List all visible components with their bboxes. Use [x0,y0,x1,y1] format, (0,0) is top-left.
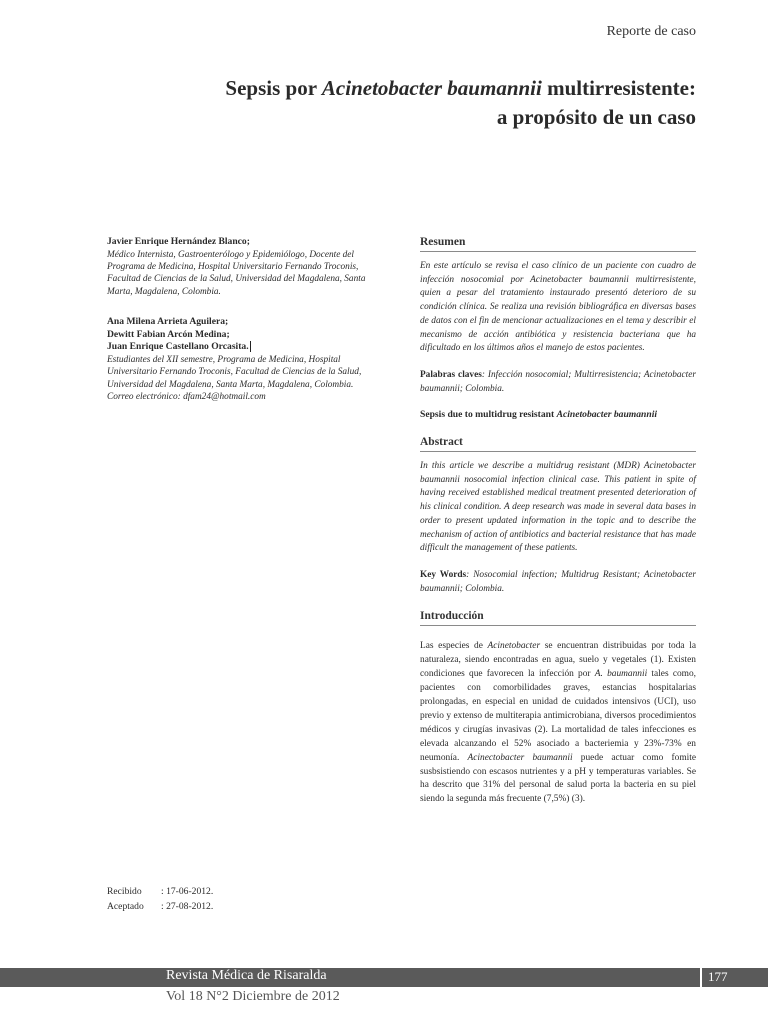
affiliation-line: Médico Internista, Gastroenterólogo y Epidemiólogo, Docente del [107,249,355,260]
affiliation-line: Programa de Medicina, Hospital Universitario Fernando Troconis, [107,262,359,272]
dates-block [107,884,213,914]
author-1-affiliation [107,249,383,299]
abstract-heading: Abstract [420,436,696,452]
intro-italic: Acinectobacter baumannii [467,752,573,763]
title-suffix: multirresistente: [541,76,696,100]
keywords-text: : Nosocomial infection; Multidrug Resistant; Acinetobacter baumannii; Colombia. [420,569,696,594]
english-title [420,408,696,422]
affiliation-line: Facultad de Ciencias de la Salud, Universidad del Magdalena, Santa [107,274,366,285]
english-title-organism: Acinetobacter baumannii [556,409,658,421]
accepted-date [107,899,213,914]
received-value: : 17-06-2012. [161,886,214,897]
accepted-value: : 27-08-2012. [161,901,214,912]
affiliation-line: Estudiantes del XII semestre, Programa de Medicina, Hospital [107,355,341,365]
resumen-heading: Resumen [420,236,696,252]
introduccion-body [420,640,696,807]
report-type: Reporte de caso [606,24,696,39]
right-column [420,236,696,807]
intro-text: tales como, pacientes con comorbilidades graves, estancias hospitalarias prolongadas, en especial en unidad de cuidados intensivos (UCI), uso previo y extenso de multiterapia antimicrobiana, diversos procedimientos médicos y cirugías invasivas (2). La mortalidad de tales infecciones es elevada alcanzando el 52% asociado a bacteriemia y 23%-73% en neumonía. [420,669,696,763]
affiliation-line: Universidad del Magdalena, Santa Marta, Magdalena, Colombia. [107,379,354,390]
title-prefix: Sepsis por [225,76,322,100]
received-date [107,884,213,899]
author-1-name: Javier Enrique Hernández Blanco; [107,236,250,247]
resumen-body: En este artículo se revisa el caso clínico de un paciente con cuadro de infección nosocomial por Acinetobacter baumannii multirresistente, quien a pesar del tratamiento instaurado presentó deterioro de su condición clínica. Se realiza una revisión bibliográfica en diversas bases de datos con el fin de mencionar actualizaciones en el tema y describir el mecanismo de acción antibiótica y resistencia bacteriana que ha dificultado en los últimos años el manejo de estos pacientes. [420,261,696,354]
resumen-keywords [420,369,696,396]
title-organism: Acinetobacter baumannii [321,76,542,100]
abstract-keywords [420,569,696,596]
page-number: 177 [708,969,728,984]
author-4-text: Juan Enrique Castellano Orcasita. [107,341,249,353]
introduccion-heading: Introducción [420,610,696,626]
keywords-label: Key Words [420,569,467,580]
journal-name: Revista Médica de Risaralda [166,968,327,983]
intro-italic: Acinetobacter [487,641,541,652]
accepted-label: Aceptado [107,901,144,912]
keywords-text: : Infección nosocomial; Multirresistencia; Acinetobacter baumannii; Colombia. [420,369,696,394]
footer-bar [0,968,700,987]
english-title-text: Sepsis due to multidrug resistant [420,409,557,421]
affiliation-line: Marta, Magdalena, Colombia. [107,286,221,297]
intro-text: puede actuar como fomite susbsistiendo con escasos nutrientes y a pH y temperaturas variables. Se ha descrito que 31% del personal de salud porta la bacteria en su piel siendo la segunda más frecuente (7,5%) (3). [420,752,696,805]
intro-text: Las especies de [420,641,488,652]
journal-volume: Vol 18 N°2 Diciembre de 2012 [166,989,340,1004]
received-label: Recibido [107,886,142,897]
affiliation-line: Universitario Fernando Troconis, Facultad de Ciencias de la Salud, [107,367,362,378]
author-4-name [107,341,383,354]
text-cursor [250,341,251,352]
title-line-2: a propósito de un caso [496,105,696,129]
keywords-label: Palabras claves [420,369,482,380]
author-2-name: Ana Milena Arrieta Aguilera; [107,316,229,328]
author-3-name: Dewitt Fabian Arcón Medina; [107,328,230,340]
intro-text: se encuentran distribuidas por toda la naturaleza, siendo encontradas en agua, suelo y vegetales (1). Existen condiciones que favorecen la infección por [420,641,696,680]
students-affiliation [107,354,383,404]
intro-italic: A. baumannii [594,669,648,680]
authors-block [107,236,383,404]
email-line: Correo electrónico: dfam24@hotmail.com [107,392,266,403]
abstract-body: In this article we describe a multidrug resistant (MDR) Acinetobacter baumannii nosocomial infection clinical case. This patient in spite of having received established medical treatment presented deterioration of his clinical condition. A deep research was made in several data bases in order to present updated information in the topic and to describe the mechanism of action of antibiotics and bacterial resistance that has made difficult the management of these patients. [420,461,696,554]
article-title [136,74,696,132]
